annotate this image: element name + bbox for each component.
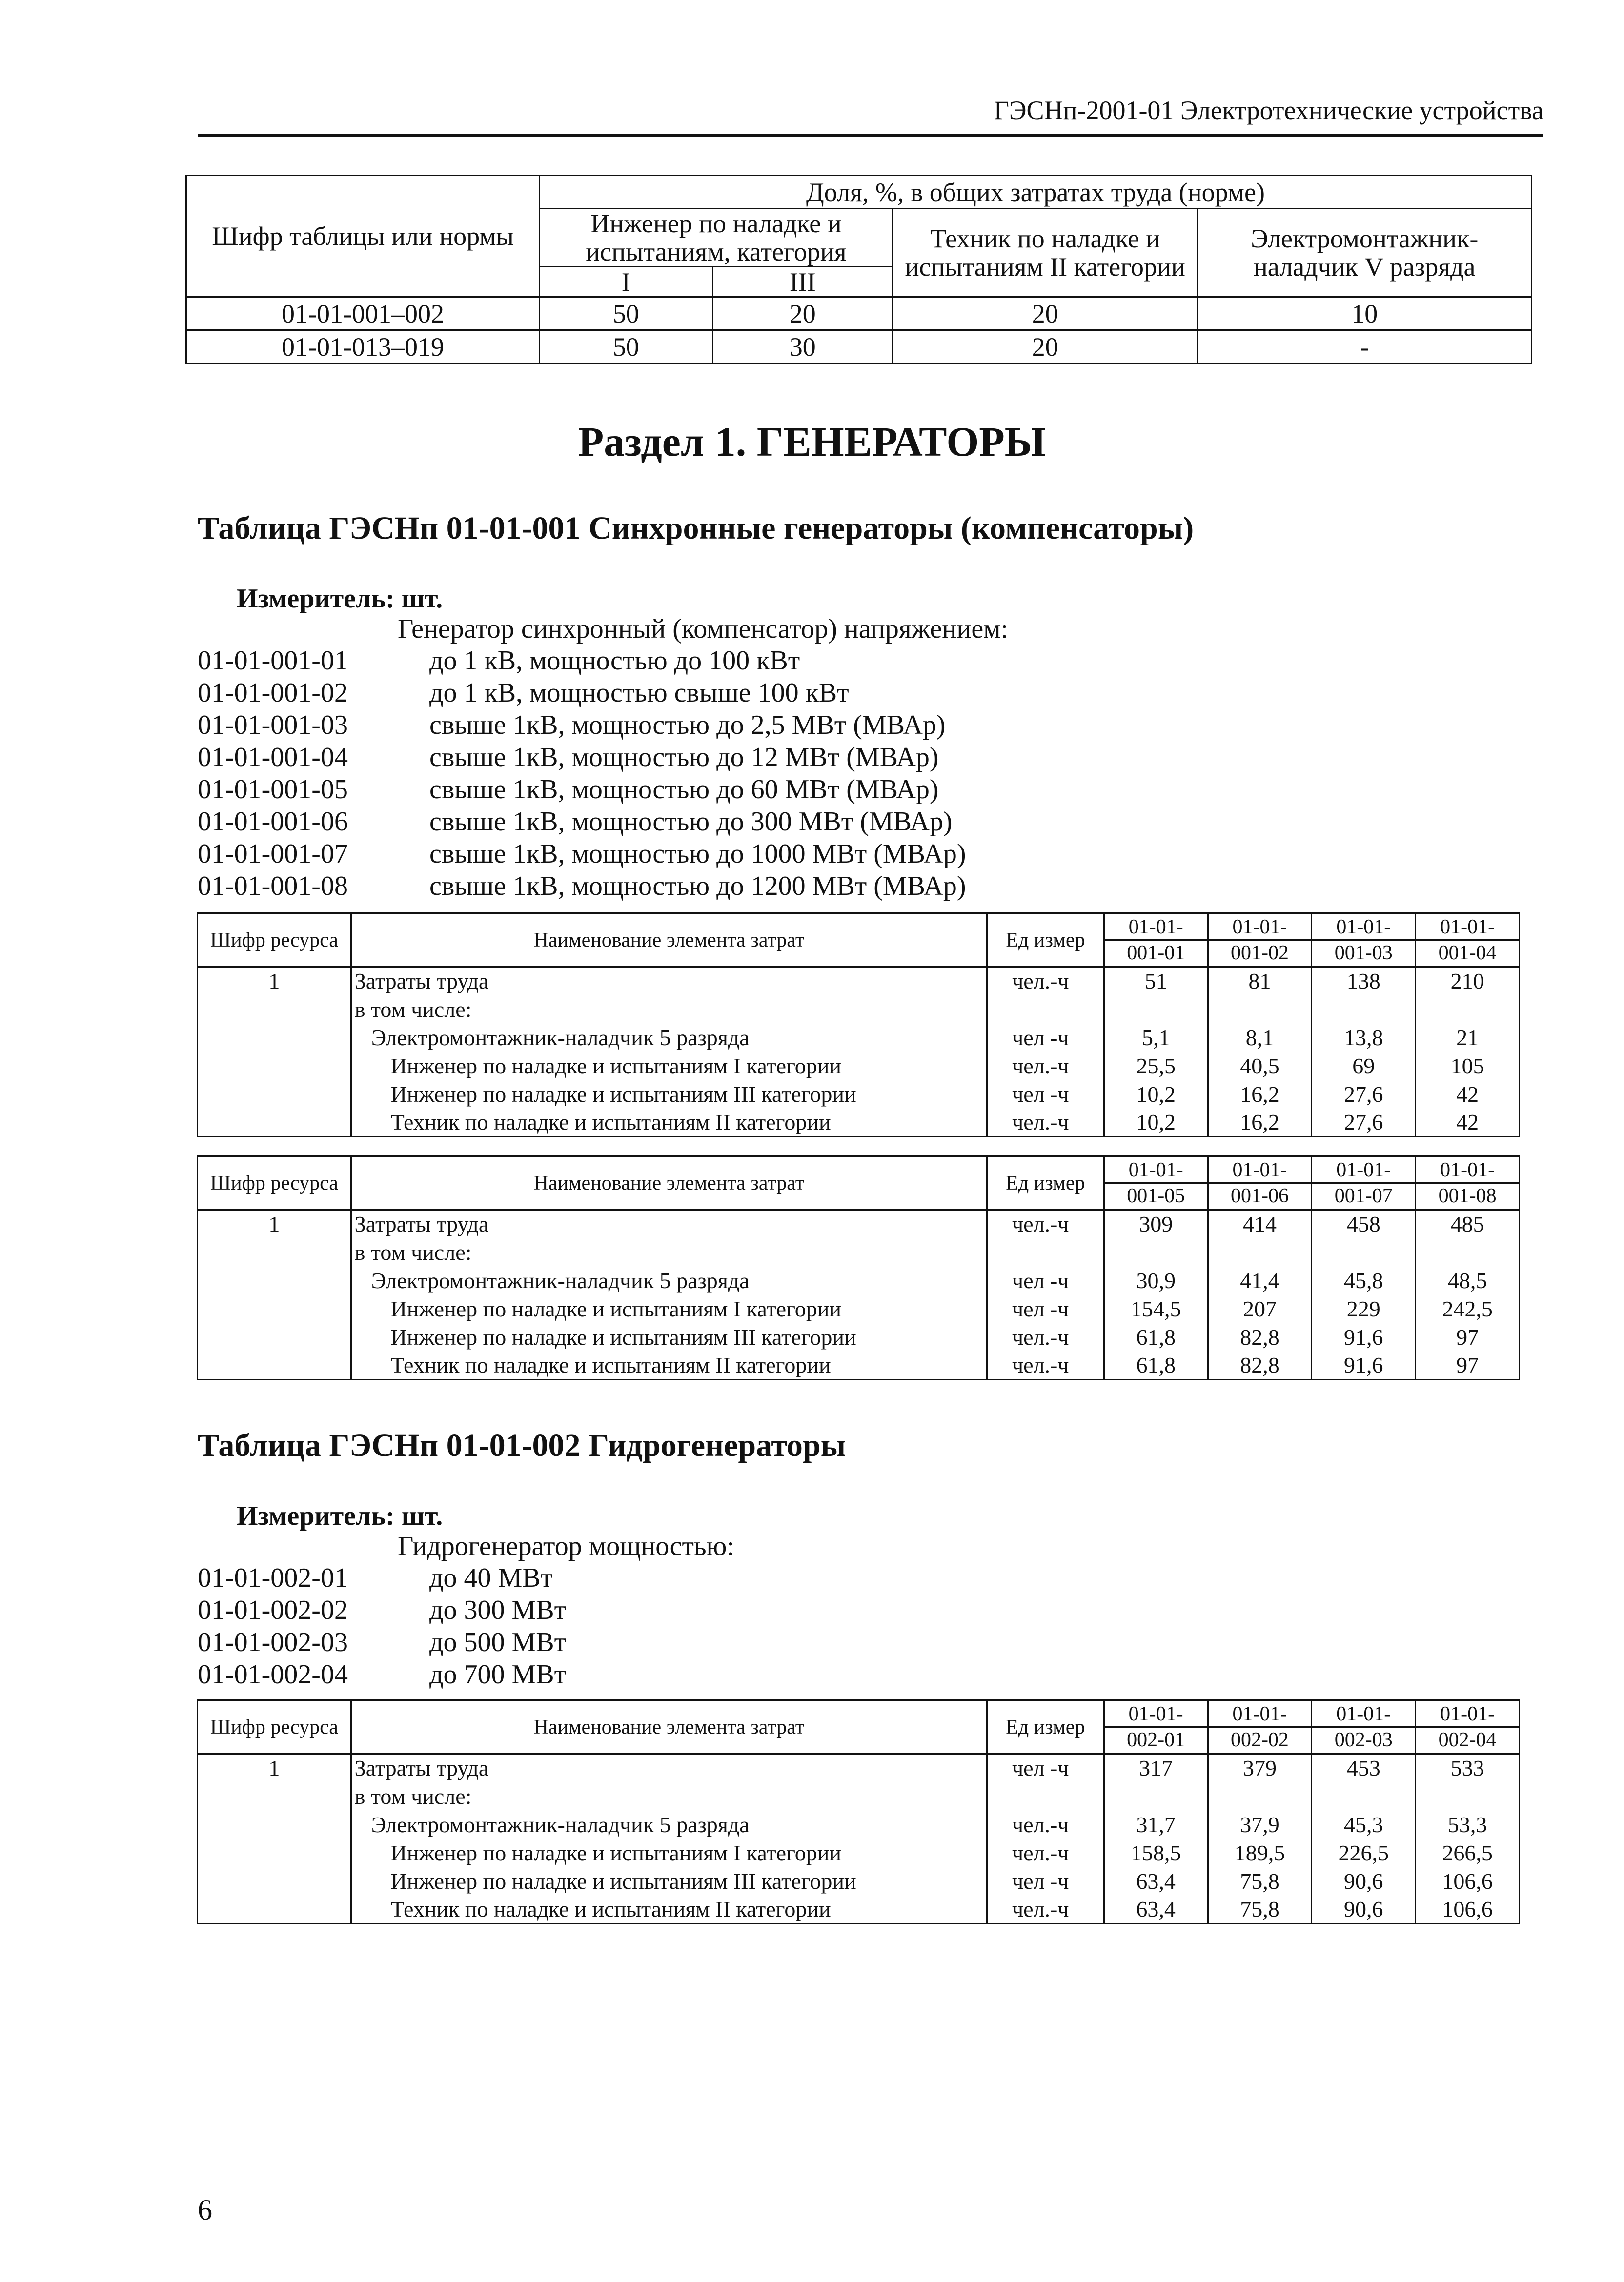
value-cell: 42 [1416,1109,1520,1137]
value-cell: 158,5 [1104,1839,1208,1867]
norm-text: свыше 1кВ, мощностью до 300 МВт (МВАр) [429,807,953,837]
value-cell: 10,2 [1104,1109,1208,1137]
value-cell: 91,6 [1312,1352,1416,1380]
norm-code: 01-01-001-08 [198,871,348,901]
value-cell: 16,2 [1208,1109,1312,1137]
value-cell: 97 [1416,1352,1520,1380]
col-norm-header [1312,913,1416,967]
value-cell [1104,1782,1208,1811]
value-cell: 309 [1104,1210,1208,1238]
value-cell: 106,6 [1416,1896,1520,1924]
value-cell: 90,6 [1312,1867,1416,1896]
unit-cell [987,1238,1104,1267]
shifr-cell [198,1024,351,1052]
shifr-cell [198,1896,351,1924]
value-cell: 226,5 [1312,1839,1416,1867]
col-norm-code-b: 001-07 [1312,1182,1415,1208]
share-header: Доля, %, в общих затратах труда (норме) [539,176,1531,209]
table-row [198,967,1520,995]
name-cell: Техник по наладке и испытаниям II категории [351,1109,987,1137]
col-shifr-header: Шифр ресурса [198,913,351,967]
col-norm-code-a: 01-01- [1128,1703,1183,1725]
name-cell: Затраты труда [351,967,987,995]
col-norm-code-a: 01-01- [1336,916,1391,938]
shifr-cell: 1 [198,1754,351,1782]
norm-code: 01-01-001-05 [198,774,348,805]
norm-code: 01-01-001-03 [198,710,348,740]
value-cell [1208,1238,1312,1267]
value-cell: 63,4 [1104,1896,1208,1924]
share-cell: - [1198,330,1532,364]
unit-cell [987,995,1104,1024]
value-cell: 75,8 [1208,1896,1312,1924]
table1-title: Таблица ГЭСНп 01-01-001 Синхронные генераторы (компенсаторы) [198,510,1194,546]
table-row [198,1352,1520,1380]
col-norm-code-b: 001-08 [1416,1182,1519,1208]
unit-cell: чел.-ч [987,1109,1104,1137]
value-cell: 154,5 [1104,1295,1208,1323]
table-row [198,1267,1520,1295]
value-cell: 63,4 [1104,1867,1208,1896]
value-cell: 48,5 [1416,1267,1520,1295]
col-norm-code-b: 001-06 [1209,1182,1311,1208]
unit-cell [987,1782,1104,1811]
name-cell: в том числе: [351,995,987,1024]
norm-text: до 300 МВт [429,1595,567,1625]
col-norm-header [1104,1156,1208,1210]
col-norm-header [1208,1156,1312,1210]
norm-code: 01-01-001-02 [198,678,348,708]
col-norm-code-b: 001-02 [1209,939,1311,965]
norm-text: свыше 1кВ, мощностью до 2,5 МВт (МВАр) [429,710,946,740]
norm-text: до 40 МВт [429,1563,553,1593]
col-unit-header: Ед измер [987,1156,1104,1210]
col-norm-code-a: 01-01- [1232,1159,1287,1181]
shifr-cell [198,1323,351,1352]
table1-meter [237,583,443,614]
col-norm-header [1416,1700,1520,1754]
col-norm-header [1104,913,1208,967]
name-cell: Техник по наладке и испытаниям II категории [351,1896,987,1924]
shifr-cell [198,995,351,1024]
meter-value: шт. [401,1501,443,1531]
name-cell: Затраты труда [351,1754,987,1782]
col-norm-code-b: 001-05 [1105,1182,1207,1208]
norm-code: 01-01-001-07 [198,839,348,869]
unit-cell: чел.-ч [987,1352,1104,1380]
unit-cell: чел.-ч [987,1052,1104,1080]
value-cell: 138 [1312,967,1416,995]
share-cell: 50 [539,330,712,364]
name-cell: Инженер по наладке и испытаниям I категории [351,1839,987,1867]
value-cell: 75,8 [1208,1867,1312,1896]
value-cell: 27,6 [1312,1109,1416,1137]
value-cell [1312,995,1416,1024]
shifr-cell [198,1782,351,1811]
value-cell [1104,995,1208,1024]
share-col-code: Шифр таблицы или нормы [186,176,540,297]
share-cell: 01-01-013–019 [186,330,540,364]
value-cell: 189,5 [1208,1839,1312,1867]
value-cell: 10,2 [1104,1080,1208,1109]
value-cell: 453 [1312,1754,1416,1782]
value-cell [1208,995,1312,1024]
value-cell: 97 [1416,1323,1520,1352]
value-cell: 25,5 [1104,1052,1208,1080]
value-cell: 485 [1416,1210,1520,1238]
col-norm-code-a: 01-01- [1336,1159,1391,1181]
table-row [198,1109,1520,1137]
col-norm-code-b: 002-03 [1312,1726,1415,1752]
value-cell: 242,5 [1416,1295,1520,1323]
share-cell: 20 [712,297,893,330]
header-rule [198,134,1543,137]
share-technician: Техник по наладке и испытаниям II категории [893,209,1198,297]
unit-cell: чел -ч [987,1024,1104,1052]
value-cell: 27,6 [1312,1080,1416,1109]
value-cell: 45,3 [1312,1811,1416,1839]
col-norm-header [1416,913,1520,967]
value-cell: 379 [1208,1754,1312,1782]
value-cell: 91,6 [1312,1323,1416,1352]
value-cell: 16,2 [1208,1080,1312,1109]
table-row [198,1811,1520,1839]
shifr-cell [198,1295,351,1323]
table-row [198,995,1520,1024]
value-cell: 41,4 [1208,1267,1312,1295]
value-cell: 61,8 [1104,1352,1208,1380]
col-name-header: Наименование элемента затрат [351,1700,987,1754]
unit-cell: чел.-ч [987,1323,1104,1352]
name-cell: Инженер по наладке и испытаниям III категории [351,1867,987,1896]
table-row [198,1080,1520,1109]
col-norm-code-a: 01-01- [1440,1703,1495,1725]
value-cell [1416,995,1520,1024]
col-norm-code-a: 01-01- [1336,1703,1391,1725]
name-cell: Затраты труда [351,1210,987,1238]
unit-cell: чел -ч [987,1754,1104,1782]
share-cell: 10 [1198,297,1532,330]
value-cell: 13,8 [1312,1024,1416,1052]
shifr-cell [198,1839,351,1867]
running-header: ГЭСНп-2001-01 Электротехнические устройства [994,96,1543,125]
value-cell: 51 [1104,967,1208,995]
table-row [198,1867,1520,1896]
norm-code: 01-01-002-02 [198,1595,348,1625]
col-unit-header: Ед измер [987,913,1104,967]
table-row [198,1024,1520,1052]
share-cat-3: III [712,267,893,297]
share-cell: 01-01-001–002 [186,297,540,330]
shifr-cell [198,1238,351,1267]
col-norm-code-a: 01-01- [1232,1703,1287,1725]
value-cell: 106,6 [1416,1867,1520,1896]
shifr-cell [198,1052,351,1080]
page-number: 6 [198,2194,212,2226]
table2-meter [237,1500,443,1532]
value-cell: 69 [1312,1052,1416,1080]
share-cell: 20 [893,330,1198,364]
section-title: Раздел 1. ГЕНЕРАТОРЫ [578,418,1046,465]
value-cell: 31,7 [1104,1811,1208,1839]
shifr-cell [198,1267,351,1295]
value-cell: 229 [1312,1295,1416,1323]
value-cell: 458 [1312,1210,1416,1238]
table1-intro: Генератор синхронный (компенсатор) напряжением: [398,614,1009,644]
col-norm-header [1104,1700,1208,1754]
col-norm-code-a: 01-01- [1128,916,1183,938]
value-cell: 207 [1208,1295,1312,1323]
share-cell: 20 [893,297,1198,330]
table-row [198,1295,1520,1323]
value-cell: 42 [1416,1080,1520,1109]
norm-text: до 500 МВт [429,1627,567,1657]
col-norm-header [1208,913,1312,967]
col-name-header: Наименование элемента затрат [351,913,987,967]
norm-text: до 1 кВ, мощностью свыше 100 кВт [429,678,849,708]
norm-text: до 1 кВ, мощностью до 100 кВт [429,646,800,676]
norm-code: 01-01-002-01 [198,1563,348,1593]
value-cell: 533 [1416,1754,1520,1782]
name-cell: Инженер по наладке и испытаниям III категории [351,1323,987,1352]
value-cell [1208,1782,1312,1811]
col-norm-code-b: 001-03 [1312,939,1415,965]
shifr-cell [198,1352,351,1380]
meter-label: Измеритель: [237,1501,395,1531]
norm-text: до 700 МВт [429,1659,567,1690]
norm-text: свыше 1кВ, мощностью до 1000 МВт (МВАр) [429,839,966,869]
norm-text: свыше 1кВ, мощностью до 1200 МВт (МВАр) [429,871,966,901]
table-row [198,1782,1520,1811]
name-cell: в том числе: [351,1238,987,1267]
col-norm-code-a: 01-01- [1232,916,1287,938]
shifr-cell [198,1867,351,1896]
shifr-cell: 1 [198,967,351,995]
name-cell: Электромонтажник-наладчик 5 разряда [351,1267,987,1295]
norm-code: 01-01-002-03 [198,1627,348,1657]
shifr-cell [198,1811,351,1839]
value-cell: 53,3 [1416,1811,1520,1839]
unit-cell: чел -ч [987,1080,1104,1109]
col-norm-header [1208,1700,1312,1754]
col-unit-header: Ед измер [987,1700,1104,1754]
share-table [185,175,1532,364]
value-cell: 414 [1208,1210,1312,1238]
unit-cell: чел.-ч [987,967,1104,995]
name-cell: Инженер по наладке и испытаниям III категории [351,1080,987,1109]
value-cell: 30,9 [1104,1267,1208,1295]
table-row [198,1754,1520,1782]
share-row [186,330,1532,364]
share-cell: 50 [539,297,712,330]
table-row [198,1323,1520,1352]
value-cell: 8,1 [1208,1024,1312,1052]
value-cell: 37,9 [1208,1811,1312,1839]
col-norm-code-b: 002-02 [1209,1726,1311,1752]
value-cell: 210 [1416,967,1520,995]
name-cell: Инженер по наладке и испытаниям I категории [351,1052,987,1080]
value-cell: 82,8 [1208,1352,1312,1380]
value-cell: 90,6 [1312,1896,1416,1924]
shifr-cell: 1 [198,1210,351,1238]
unit-cell: чел -ч [987,1295,1104,1323]
resource-table-3 [197,1699,1520,1924]
unit-cell: чел.-ч [987,1811,1104,1839]
unit-cell: чел.-ч [987,1896,1104,1924]
table2-title: Таблица ГЭСНп 01-01-002 Гидрогенераторы [198,1428,846,1463]
norm-code: 01-01-002-04 [198,1659,348,1690]
value-cell [1312,1782,1416,1811]
col-norm-code-b: 001-04 [1416,939,1519,965]
table2-intro: Гидрогенератор мощностью: [398,1531,734,1561]
unit-cell: чел.-ч [987,1210,1104,1238]
col-shifr-header: Шифр ресурса [198,1156,351,1210]
share-engineer: Инженер по наладке и испытаниям, категория [539,209,893,267]
col-norm-header [1312,1156,1416,1210]
name-cell: в том числе: [351,1782,987,1811]
table-row [198,1210,1520,1238]
share-row [186,297,1532,330]
resource-table-1 [197,912,1520,1137]
shifr-cell [198,1109,351,1137]
value-cell [1312,1238,1416,1267]
table-row [198,1896,1520,1924]
value-cell: 21 [1416,1024,1520,1052]
shifr-cell [198,1080,351,1109]
table-row [198,1839,1520,1867]
value-cell: 317 [1104,1754,1208,1782]
value-cell: 40,5 [1208,1052,1312,1080]
value-cell [1416,1782,1520,1811]
name-cell: Инженер по наладке и испытаниям I категории [351,1295,987,1323]
value-cell: 266,5 [1416,1839,1520,1867]
name-cell: Техник по наладке и испытаниям II категории [351,1352,987,1380]
col-norm-code-a: 01-01- [1440,1159,1495,1181]
col-norm-code-b: 002-04 [1416,1726,1519,1752]
unit-cell: чел.-ч [987,1839,1104,1867]
norm-text: свыше 1кВ, мощностью до 60 МВт (МВАр) [429,774,939,805]
col-norm-header [1312,1700,1416,1754]
value-cell: 61,8 [1104,1323,1208,1352]
value-cell: 5,1 [1104,1024,1208,1052]
unit-cell: чел -ч [987,1267,1104,1295]
col-norm-code-a: 01-01- [1128,1159,1183,1181]
share-cell: 30 [712,330,893,364]
norm-text: свыше 1кВ, мощностью до 12 МВт (МВАр) [429,742,939,772]
col-norm-code-a: 01-01- [1440,916,1495,938]
share-electrician: Электромонтажник-наладчик V разряда [1198,209,1532,297]
norm-code: 01-01-001-01 [198,646,348,676]
name-cell: Электромонтажник-наладчик 5 разряда [351,1024,987,1052]
table-row [198,1052,1520,1080]
share-cat-1: I [539,267,712,297]
resource-table-2 [197,1155,1520,1380]
value-cell: 105 [1416,1052,1520,1080]
value-cell [1104,1238,1208,1267]
table-row [198,1238,1520,1267]
norm-code: 01-01-001-06 [198,807,348,837]
unit-cell: чел -ч [987,1867,1104,1896]
value-cell [1416,1238,1520,1267]
norm-code: 01-01-001-04 [198,742,348,772]
col-norm-code-b: 001-01 [1105,939,1207,965]
value-cell: 81 [1208,967,1312,995]
meter-label: Измеритель: [237,584,395,614]
name-cell: Электромонтажник-наладчик 5 разряда [351,1811,987,1839]
value-cell: 45,8 [1312,1267,1416,1295]
col-norm-header [1416,1156,1520,1210]
meter-value: шт. [401,584,443,614]
col-norm-code-b: 002-01 [1105,1726,1207,1752]
col-name-header: Наименование элемента затрат [351,1156,987,1210]
col-shifr-header: Шифр ресурса [198,1700,351,1754]
value-cell: 82,8 [1208,1323,1312,1352]
